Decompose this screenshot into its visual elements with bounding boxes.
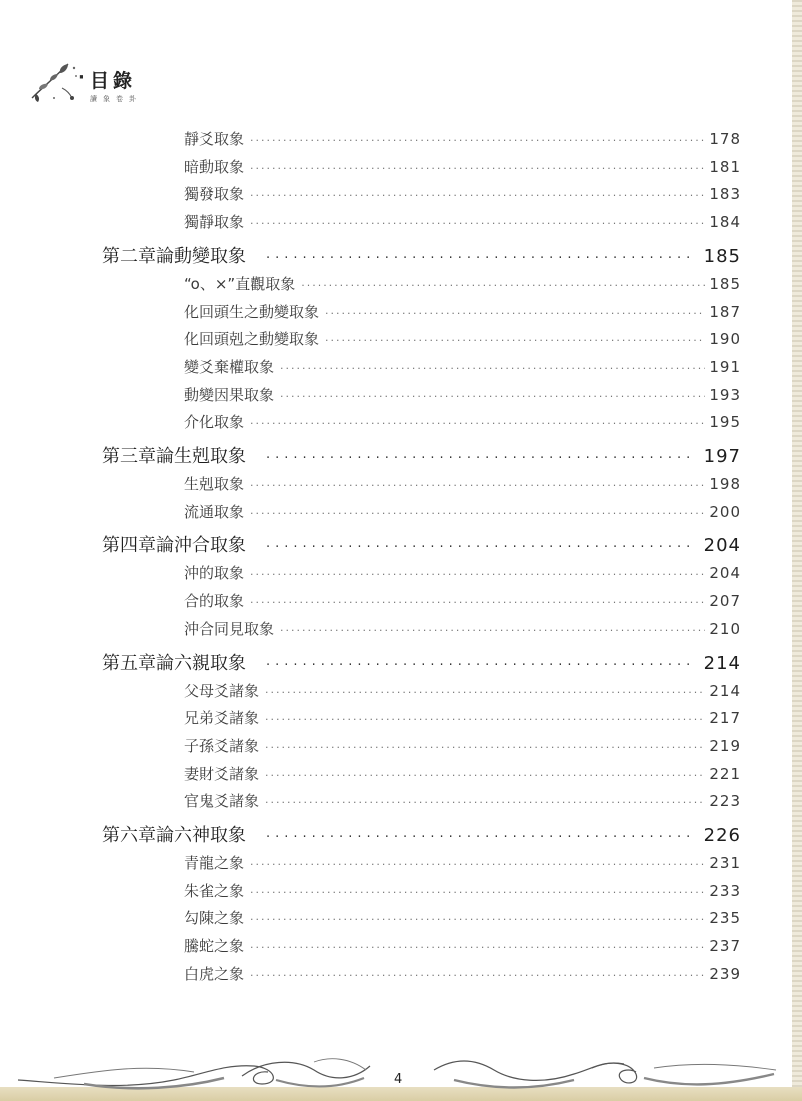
entry-page-number: 217 (709, 709, 741, 728)
toc-entry (184, 328, 741, 354)
entry-page-number: 214 (703, 652, 741, 674)
dot-leader (265, 769, 705, 782)
entry-page-number: 237 (709, 937, 741, 956)
toc-entry (184, 501, 741, 527)
toc-entry (184, 183, 741, 209)
entry-page-number: 200 (709, 502, 741, 521)
dot-leader (325, 307, 705, 320)
dot-leader (252, 830, 694, 845)
entry-page-number: 231 (709, 854, 741, 872)
toc-entry (184, 852, 741, 878)
chapter-title: 論動變取象 (156, 245, 246, 267)
toc-entry (184, 763, 741, 789)
entry-page-number: 183 (709, 185, 741, 204)
floral-ornament-icon (28, 58, 80, 108)
toc-entry (184, 707, 741, 733)
dot-leader (250, 479, 705, 492)
entry-title: 獨發取象 (184, 185, 245, 204)
dot-leader (301, 279, 705, 292)
entry-page-number: 184 (709, 213, 741, 232)
dot-leader (252, 540, 694, 555)
dot-leader (280, 362, 705, 375)
page-edge (792, 0, 802, 1101)
toc-entry (184, 935, 741, 961)
toc-entry (184, 790, 741, 816)
entry-page-number: 210 (709, 619, 741, 638)
dot-leader (250, 417, 705, 430)
dot-leader (280, 390, 705, 403)
entry-page-number: 235 (709, 909, 741, 928)
dot-leader (250, 568, 705, 581)
entry-page-number: 185 (709, 274, 741, 293)
dot-leader (280, 624, 705, 637)
dot-leader (250, 596, 705, 609)
entry-page-number: 223 (709, 792, 741, 811)
entry-title: “o、×”直觀取象 (184, 274, 296, 293)
entry-page-number: 226 (703, 825, 741, 846)
toc-entry (184, 907, 741, 933)
page-header (28, 58, 228, 108)
toc-entry (184, 562, 741, 588)
entry-page-number: 221 (709, 764, 741, 783)
dot-leader (250, 858, 705, 871)
dot-leader (252, 658, 694, 673)
entry-title: 白虎之象 (184, 964, 245, 983)
right-flourish-icon (424, 1050, 784, 1094)
chapter-number: 第六章 (102, 825, 156, 846)
dot-leader (250, 886, 705, 899)
entry-page-number: 233 (709, 881, 741, 900)
entry-page-number: 204 (709, 564, 741, 583)
dot-leader (250, 507, 705, 520)
chapter-title: 論生剋取象 (156, 446, 246, 467)
entry-page-number: 185 (703, 245, 741, 267)
entry-title: 生剋取象 (184, 475, 245, 493)
entry-title: 官鬼爻諸象 (184, 792, 260, 811)
chapter-number: 第三章 (102, 446, 156, 467)
dot-leader (250, 134, 705, 147)
page-subtitle: 讀象卷卦 (90, 95, 142, 103)
dot-leader (252, 451, 694, 466)
toc-entry (184, 590, 741, 616)
entry-page-number: 187 (709, 302, 741, 321)
chapter-row (102, 649, 741, 679)
entry-title: 靜爻取象 (184, 130, 245, 148)
toc-entry (184, 301, 741, 327)
dot-leader (265, 713, 705, 726)
dot-leader (325, 334, 705, 347)
entry-title: 沖的取象 (184, 564, 245, 583)
page-title: 目錄 (90, 70, 137, 92)
left-flourish-icon (14, 1050, 384, 1094)
toc-entry (184, 273, 741, 299)
entry-title: 化回頭生之動變取象 (184, 302, 320, 321)
dot-leader (265, 796, 705, 809)
toc-entry (184, 680, 741, 706)
chapter-number: 第四章 (102, 535, 156, 557)
entry-title: 勾陳之象 (184, 909, 245, 928)
toc-entry (184, 735, 741, 761)
entry-page-number: 195 (709, 413, 741, 432)
dot-leader (250, 913, 705, 926)
entry-title: 合的取象 (184, 592, 245, 611)
chapter-number: 第五章 (102, 652, 156, 674)
entry-page-number: 193 (709, 385, 741, 404)
entry-page-number: 191 (709, 357, 741, 376)
entry-page-number: 178 (709, 130, 741, 148)
entry-page-number: 190 (709, 330, 741, 349)
entry-title: 變爻棄權取象 (184, 357, 275, 376)
toc-entry (184, 411, 741, 437)
dot-leader (250, 189, 705, 202)
toc-entry (184, 156, 741, 182)
entry-title: 子孫爻諸象 (184, 736, 260, 755)
entry-page-number: 204 (703, 535, 741, 557)
toc-entry (184, 128, 741, 154)
entry-title: 兄弟爻諸象 (184, 709, 260, 728)
chapter-number: 第二章 (102, 245, 156, 267)
dot-leader (250, 941, 705, 954)
dot-leader (250, 217, 705, 230)
entry-title: 動變因果取象 (184, 385, 275, 404)
chapter-title: 論沖合取象 (156, 535, 246, 557)
page-number: 4 (394, 1072, 403, 1087)
entry-title: 青龍之象 (184, 854, 245, 872)
dot-leader (265, 741, 705, 754)
entry-page-number: 214 (709, 681, 741, 700)
entry-title: 暗動取象 (184, 157, 245, 176)
chapter-row (102, 442, 741, 472)
entry-page-number: 198 (709, 475, 741, 493)
entry-title: 妻財爻諸象 (184, 764, 260, 783)
entry-title: 騰蛇之象 (184, 937, 245, 956)
dot-leader (252, 251, 694, 266)
entry-page-number: 239 (709, 964, 741, 983)
dot-leader (250, 162, 705, 175)
toc-entry (184, 880, 741, 906)
entry-title: 流通取象 (184, 502, 245, 521)
page-footer (0, 1050, 802, 1094)
entry-page-number: 181 (709, 157, 741, 176)
dot-leader (265, 686, 705, 699)
chapter-row (102, 821, 741, 851)
entry-page-number: 197 (703, 446, 741, 467)
entry-page-number: 219 (709, 736, 741, 755)
chapter-title: 論六親取象 (156, 652, 246, 674)
chapter-title: 論六神取象 (156, 825, 246, 846)
toc-entry (184, 211, 741, 237)
entry-title: 獨靜取象 (184, 213, 245, 232)
entry-title: 化回頭剋之動變取象 (184, 330, 320, 349)
entry-page-number: 207 (709, 592, 741, 611)
toc-entry (184, 618, 741, 644)
header-bullet: · (78, 67, 85, 88)
entry-title: 朱雀之象 (184, 881, 245, 900)
entry-title: 沖合同見取象 (184, 619, 275, 638)
dot-leader (250, 969, 705, 982)
chapter-row (102, 242, 741, 272)
toc-entry (184, 384, 741, 410)
toc-entry (184, 473, 741, 499)
entry-title: 父母爻諸象 (184, 681, 260, 700)
toc-entry (184, 963, 741, 989)
toc-entry (184, 356, 741, 382)
chapter-row (102, 531, 741, 561)
entry-title: 介化取象 (184, 413, 245, 432)
